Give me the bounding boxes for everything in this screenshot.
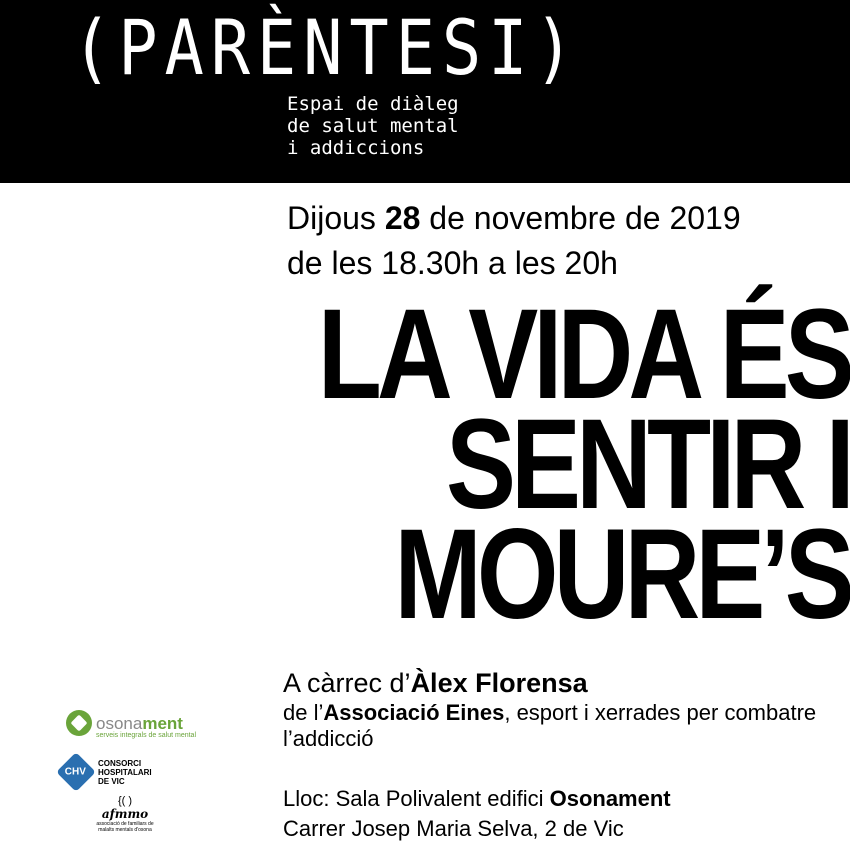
event-title [201,283,850,646]
date-day: 28 [384,200,421,236]
title-line: SENTIR I [446,393,850,536]
tagline-line: i addiccions [287,137,425,159]
chv-line: DE VIC [98,776,125,786]
tagline-line: de salut mental [287,115,459,137]
venue-info [283,784,671,844]
speaker-prefix: A càrrec d’ [283,668,411,698]
afmmo-subtitle: associació de familiars de malalts mentals d'osona [96,821,154,833]
chv-diamond-icon [56,752,96,792]
date-prefix: Dijous [287,200,385,236]
osonament-logo [66,710,196,739]
osonament-flower-icon [66,710,92,736]
osona-name-b: ment [142,713,183,733]
osona-name-a: osona [96,713,143,733]
chv-line: HOSPITALARI [98,767,152,777]
afmmo-symbol: {( ) [117,795,133,807]
event-time: de les 18.30h a les 20h [287,245,618,281]
chv-line: CONSORCI [98,758,142,768]
venue-name: Osonament [549,786,671,811]
chv-mark-text: CHV [65,766,87,778]
assoc-prefix: de l’ [283,700,324,725]
tagline-line: Espai de diàleg [287,93,459,115]
venue-label: Lloc: Sala Polivalent edifici [283,786,550,811]
parentesi-logo-title: (PARÈNTESI) [72,3,581,92]
speaker-name: Àlex Florensa [410,668,588,698]
venue-address: Carrer Josep Maria Selva, 2 de Vic [283,816,624,841]
chv-text [98,759,152,786]
afmmo-name: afmmo [101,807,149,821]
assoc-suffix: , esport i xerrades per combatre l’addicció [283,700,817,751]
header-banner [0,0,850,183]
afmmo-logo [95,795,155,833]
title-line: LA VIDA ÉS [317,283,850,426]
title-line: MOURE’S [394,503,850,646]
association-line [283,700,843,752]
event-date [287,196,741,286]
tagline [287,93,459,159]
assoc-name: Associació Eines [323,700,505,725]
osona-subtitle: serveis integrals de salut mental [96,732,196,739]
date-suffix: de novembre de 2019 [420,200,741,236]
speaker-line [283,668,588,698]
chv-logo [62,758,152,786]
